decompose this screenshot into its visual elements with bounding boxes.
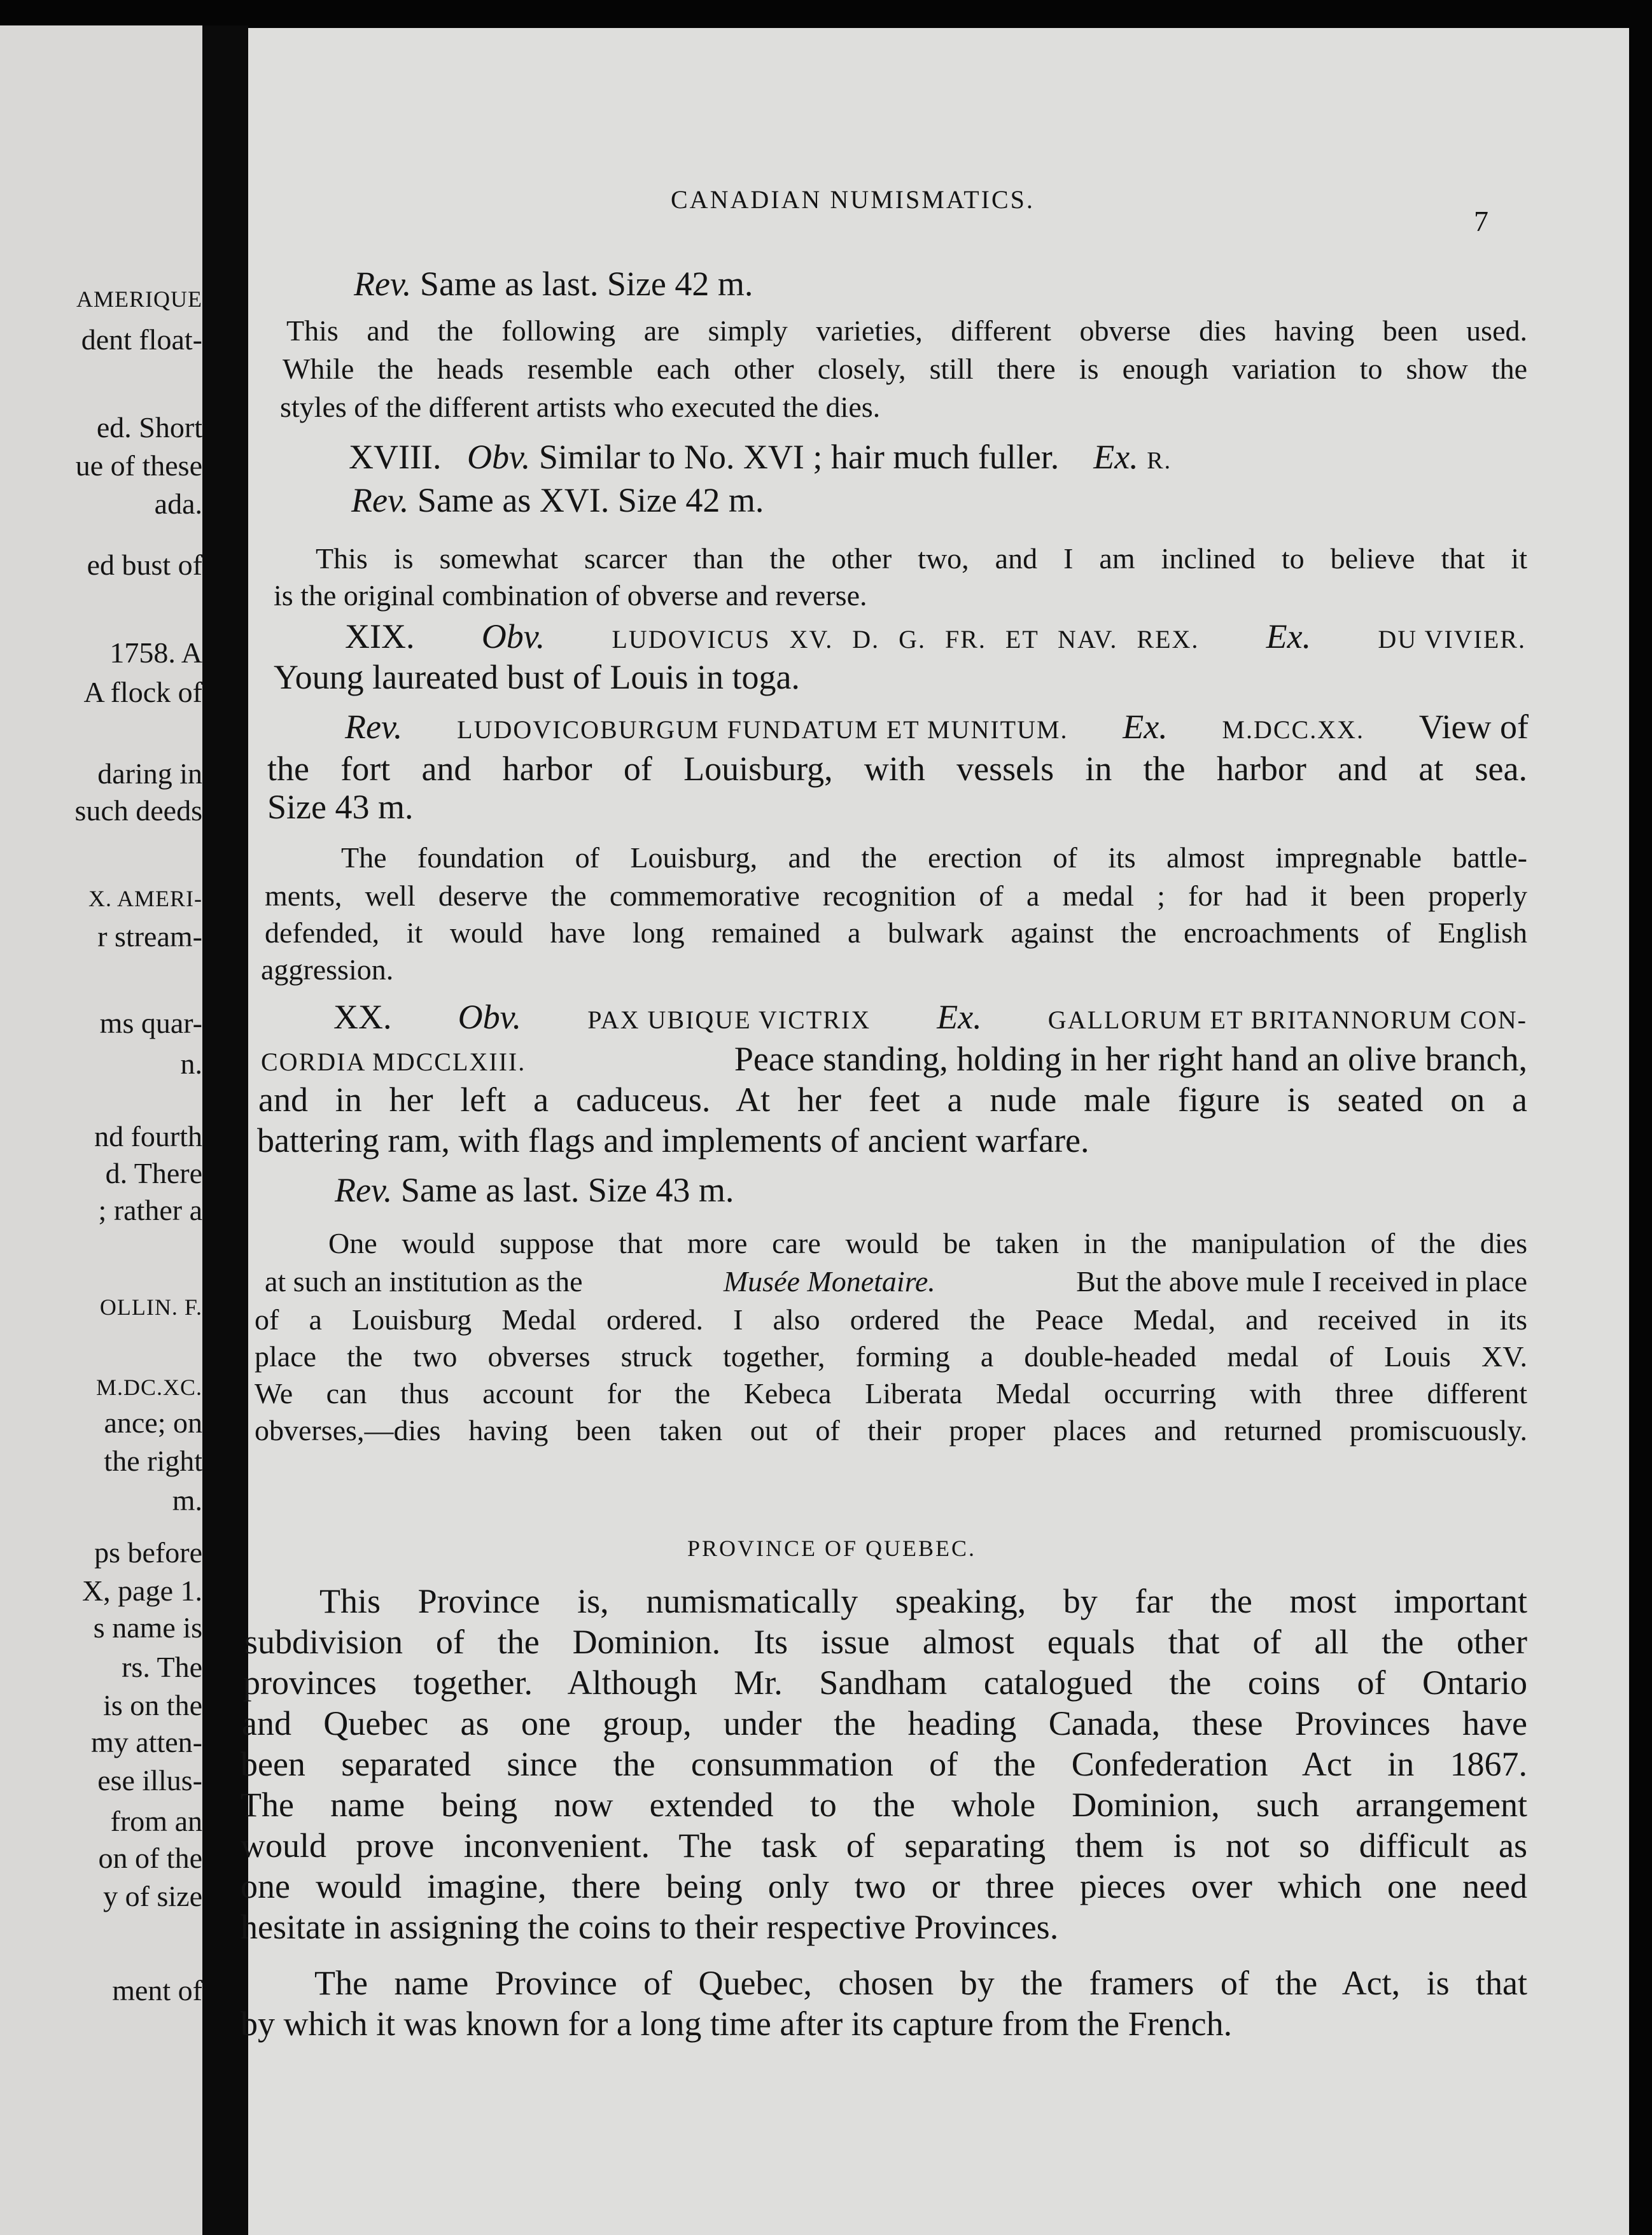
left-page-line: y of size (103, 1880, 202, 1912)
page-number: 7 (1474, 205, 1488, 237)
ex-value: M.DCC.XX. (1222, 715, 1365, 744)
left-page-line: OLLIN. F. (99, 1294, 202, 1320)
paragraph-line: styles of the different artists who executed the dies. (280, 391, 881, 423)
left-page-line: A flock of (83, 676, 202, 708)
obv-label: Obv. (458, 998, 522, 1036)
left-page-line: daring in (97, 757, 202, 790)
left-page-line: ese illus- (97, 1764, 202, 1797)
institution-name: Musée Monetaire. (723, 1265, 935, 1298)
paragraph-line: subdivision of the Dominion. Its issue almost equals that of all the other (244, 1623, 1527, 1661)
paragraph-line: and Quebec as one group, under the heading Canada, these Provinces have (242, 1704, 1527, 1742)
paragraph-line: defended, it would have long remained a bulwark against the encroachments of English (265, 916, 1527, 949)
left-page-line: m. (172, 1484, 202, 1517)
section-heading: PROVINCE OF QUEBEC. (687, 1536, 977, 1561)
ex-value: DU VIVIER. (1378, 625, 1526, 654)
ex-label: Ex. (1266, 617, 1312, 655)
ex-label: Ex. (1123, 708, 1168, 746)
rev-text: Same as last. Size 42 m. (419, 265, 753, 303)
left-page-line: ed bust of (87, 549, 202, 581)
paragraph-line: provinces together. Although Mr. Sandham catalogued the coins of Ontario (243, 1664, 1527, 1702)
obverse-legend: LUDOVICUS XV. D. G. FR. ET NAV. REX. (612, 625, 1200, 654)
entry-number: XIX. (345, 617, 415, 655)
catalogue-entry-xix (345, 616, 1526, 657)
paragraph-line: This and the following are simply varieties, different obverse dies having been used. (286, 314, 1527, 347)
left-page-line: rs. The (122, 1651, 202, 1683)
rev-line (345, 706, 1529, 748)
entry-description: and in her left a caduceus. At her feet a nude male figure is seated on a (258, 1081, 1527, 1119)
rev-text: Same as XVI. Size 42 m. (417, 481, 764, 519)
rev-line (335, 1170, 734, 1211)
ex-value: GALLORUM ET BRITANNORUM CON- (1047, 1005, 1527, 1034)
rev-label: Rev. (351, 481, 409, 519)
left-page-line: ps before (94, 1536, 202, 1569)
rev-text: View of (1418, 708, 1529, 746)
left-page-line: n. (180, 1047, 202, 1080)
left-page-line: ed. Short (96, 411, 202, 444)
entry-description: Similar to No. XVI ; hair much fuller. (538, 438, 1060, 476)
left-page-line: d. There (105, 1157, 202, 1189)
reverse-legend: LUDOVICOBURGUM FUNDATUM ET MUNITUM. (457, 715, 1068, 744)
entry-description: battering ram, with flags and implements of ancient warfare. (257, 1121, 1089, 1160)
paragraph-line: is the original combination of obverse and reverse. (274, 579, 867, 612)
left-page-line: my atten- (91, 1726, 202, 1758)
left-page-line: M.DC.XC. (95, 1375, 202, 1400)
paragraph-line: would prove inconvenient. The task of separating them is not so difficult as (241, 1826, 1527, 1865)
left-page-line: X, page 1. (81, 1574, 202, 1607)
left-page-line: AMERIQUE (76, 286, 202, 312)
entry-number: XVIII. (349, 438, 442, 476)
left-page-line: ance; on (104, 1406, 202, 1439)
paragraph-line: been separated since the consummation of the Confederation Act in 1867. (241, 1745, 1527, 1783)
entry-description: Young laureated bust of Louis in toga. (274, 658, 800, 696)
paragraph-line: The foundation of Louisburg, and the erection of its almost impregnable battle- (341, 841, 1527, 874)
paragraph-text: But the above mule I received in place (1076, 1265, 1527, 1298)
running-title: CANADIAN NUMISMATICS. (671, 185, 1035, 214)
left-page-line: dent float- (81, 323, 202, 356)
rev-line (351, 480, 764, 521)
paragraph-line: This is somewhat scarcer than the other two, and I am inclined to believe that it (316, 542, 1527, 575)
page (241, 28, 1629, 2235)
left-page-line: ada. (154, 487, 202, 520)
left-page-line: ms quar- (99, 1007, 202, 1039)
obv-label: Obv. (481, 617, 545, 655)
left-page-line: on of the (98, 1842, 202, 1874)
obv-label: Obv. (466, 438, 531, 476)
entry-description: the fort and harbor of Louisburg, with vessels in the harbor and at sea. (267, 750, 1527, 788)
entry-description (261, 1039, 1527, 1080)
left-page-line: s name is (93, 1611, 202, 1644)
left-page-line: 1758. A (109, 636, 202, 669)
left-page-line: is on the (103, 1689, 202, 1721)
rev-line (354, 263, 753, 305)
left-page-line: X. AMERI- (88, 886, 202, 911)
paragraph-line: ments, well deserve the commemorative recognition of a medal ; for had it been properly (265, 879, 1527, 912)
ex-value: R. (1147, 447, 1172, 474)
rev-label: Rev. (354, 265, 412, 303)
paragraph-text: at such an institution as the (265, 1265, 583, 1298)
paragraph-line: aggression. (261, 953, 394, 986)
obverse-legend: CORDIA MDCCLXIII. (261, 1047, 526, 1076)
entry-number: XX. (333, 998, 392, 1036)
left-page-line: from an (110, 1805, 202, 1837)
catalogue-entry-xx (333, 997, 1527, 1038)
left-page-line: ment of (112, 1974, 202, 2007)
paragraph-line: obverses,—dies having been taken out of their proper places and returned promiscuously. (255, 1414, 1527, 1447)
ex-label: Ex. (1093, 438, 1138, 476)
left-page-line: the right (104, 1445, 202, 1477)
left-page-line: nd fourth (94, 1120, 202, 1153)
left-page-line: ; rather a (98, 1194, 202, 1226)
obverse-legend: PAX UBIQUE VICTRIX (587, 1005, 871, 1034)
paragraph-line (265, 1264, 1527, 1299)
left-page-line: such deeds (74, 794, 202, 827)
paragraph-line: of a Louisburg Medal ordered. I also ordered the Peace Medal, and received in its (255, 1303, 1527, 1336)
paragraph-line: The name Province of Quebec, chosen by the framers of the Act, is that (314, 1964, 1527, 2002)
paragraph-line: hesitate in assigning the coins to their respective Provinces. (241, 1908, 1059, 1946)
paragraph-line: One would suppose that more care would be taken in the manipulation of the dies (328, 1227, 1527, 1259)
rev-label: Rev. (345, 708, 403, 746)
catalogue-entry-xviii (349, 437, 1172, 478)
left-page-line: ue of these (75, 449, 202, 482)
paragraph-line: by which it was known for a long time after its capture from the French. (241, 2005, 1233, 2043)
rev-text: Same as last. Size 43 m. (400, 1171, 734, 1209)
left-page-line: r stream- (97, 920, 202, 953)
paragraph-line: The name being now extended to the whole Dominion, such arrangement (241, 1786, 1527, 1824)
entry-size: Size 43 m. (267, 788, 414, 826)
left-facing-page (0, 25, 202, 2235)
ex-label: Ex. (937, 998, 982, 1036)
entry-description-text: Peace standing, holding in her right hand an olive branch, (734, 1040, 1527, 1078)
paragraph-line: While the heads resemble each other closely, still there is enough variation to show the (283, 353, 1527, 385)
paragraph-line: This Province is, numismatically speaking, by far the most important (319, 1582, 1527, 1620)
paragraph-line: We can thus account for the Kebeca Liberata Medal occurring with three different (255, 1377, 1527, 1410)
paragraph-line: place the two obverses struck together, forming a double-headed medal of Louis XV. (255, 1340, 1527, 1373)
rev-label: Rev. (335, 1171, 393, 1209)
paragraph-line: one would imagine, there being only two or three pieces over which one need (241, 1867, 1527, 1905)
